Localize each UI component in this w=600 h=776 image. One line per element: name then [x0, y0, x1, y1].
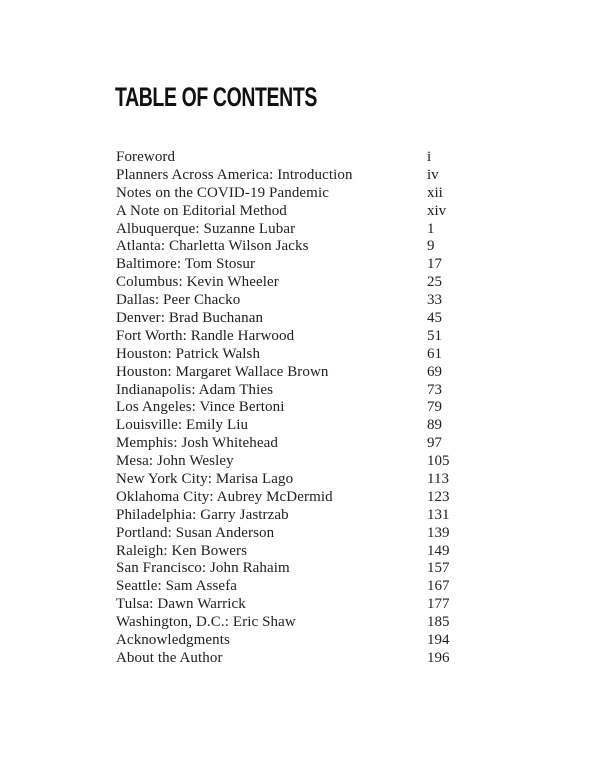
toc-row: [116, 525, 476, 543]
toc-row: [116, 507, 476, 525]
toc-entry-page-number: i: [427, 149, 432, 165]
toc-entry-label: Atlanta: Charletta Wilson Jacks: [116, 238, 309, 255]
toc-entry-label: Memphis: Josh Whitehead: [116, 435, 279, 452]
toc-row: [116, 221, 476, 239]
toc-entry-label: Mesa: John Wesley: [116, 453, 234, 470]
toc-row: [116, 364, 476, 382]
toc-row: [116, 185, 476, 203]
toc-entry-page-number: 149: [427, 542, 450, 559]
toc-row: [116, 614, 476, 632]
toc-entry-page-number: 157: [427, 560, 450, 577]
toc-row: [116, 292, 476, 310]
toc-entry-label: Portland: Susan Anderson: [116, 524, 275, 541]
toc-row: [116, 346, 476, 364]
toc-entry-label: Houston: Margaret Wallace Brown: [116, 363, 329, 380]
toc-entry-page-number: 123: [427, 488, 450, 505]
toc-row: [116, 453, 476, 471]
toc-row: [116, 399, 476, 417]
toc-row: [116, 256, 476, 274]
toc-entry-label: Seattle: Sam Assefa: [116, 578, 238, 595]
toc-entry-label: Denver: Brad Buchanan: [116, 310, 264, 327]
toc-entry-label: Raleigh: Ken Bowers: [116, 542, 248, 559]
toc-entry-page-number: 17: [427, 256, 442, 273]
toc-entry-page-number: 185: [427, 614, 450, 631]
toc-entry-page-number: 97: [427, 435, 442, 452]
toc-entry-label: Fort Worth: Randle Harwood: [116, 327, 295, 344]
toc-entry-page-number: 113: [427, 471, 449, 488]
toc-entry-label: Oklahoma City: Aubrey McDermid: [116, 488, 333, 505]
toc-entry-label: Washington, D.C.: Eric Shaw: [116, 614, 296, 631]
toc-entry-page-number: 73: [427, 381, 442, 398]
toc-entry-label: Dallas: Peer Chacko: [116, 292, 241, 309]
toc-entry-page-number: 45: [427, 310, 442, 327]
toc-entry-page-number: 167: [427, 578, 450, 595]
toc-entry-label: New York City: Marisa Lago: [116, 471, 294, 488]
toc-row: [116, 310, 476, 328]
toc-entry-label: Indianapolis: Adam Thies: [116, 381, 274, 398]
toc-row: [116, 560, 476, 578]
toc-entry-label: Albuquerque: Suzanne Lubar: [116, 220, 296, 237]
toc-row: [116, 274, 476, 292]
toc-row: [116, 650, 476, 668]
toc-entry-label: Foreword: [116, 149, 176, 165]
toc-entry-page-number: 61: [427, 345, 442, 362]
toc-row: [116, 328, 476, 346]
toc-row: [116, 632, 476, 650]
toc-row: [116, 382, 476, 400]
toc-entry-page-number: 194: [427, 632, 450, 649]
toc-row: [116, 167, 476, 185]
toc-list: [116, 149, 476, 668]
page-title: TABLE OF CONTENTS: [115, 82, 317, 112]
toc-entry-page-number: iv: [427, 166, 439, 183]
toc-entry-label: Houston: Patrick Walsh: [116, 345, 261, 362]
toc-entry-label: Philadelphia: Garry Jastrzab: [116, 506, 289, 523]
toc-entry-label: Baltimore: Tom Stosur: [116, 256, 256, 273]
toc-entry-page-number: 69: [427, 363, 442, 380]
toc-row: [116, 543, 476, 561]
toc-entry-label: Louisville: Emily Liu: [116, 417, 249, 434]
toc-entry-page-number: 105: [427, 453, 450, 470]
toc-entry-page-number: xiv: [427, 202, 447, 219]
toc-entry-page-number: 9: [427, 238, 435, 255]
toc-entry-page-number: xii: [427, 184, 443, 201]
toc-entry-label: Tulsa: Dawn Warrick: [116, 596, 246, 613]
toc-row: [116, 238, 476, 256]
toc-row: [116, 203, 476, 221]
toc-entry-label: Columbus: Kevin Wheeler: [116, 274, 279, 291]
toc-entry-page-number: 51: [427, 327, 442, 344]
toc-entry-page-number: 33: [427, 292, 442, 309]
toc-entry-page-number: 139: [427, 524, 450, 541]
toc-row: [116, 149, 476, 167]
toc-entry-label: Planners Across America: Introduction: [116, 166, 353, 183]
toc-entry-page-number: 1: [427, 220, 435, 237]
toc-entry-label: A Note on Editorial Method: [116, 202, 287, 219]
toc-entry-page-number: 79: [427, 399, 442, 416]
toc-row: [116, 435, 476, 453]
toc-entry-page-number: 89: [427, 417, 442, 434]
toc-entry-label: Los Angeles: Vince Bertoni: [116, 399, 285, 416]
toc-entry-label: Notes on the COVID-19 Pandemic: [116, 184, 329, 201]
toc-entry-page-number: 131: [427, 506, 450, 523]
toc-entry-page-number: 25: [427, 274, 442, 291]
toc-entry-label: Acknowledgments: [116, 632, 230, 649]
toc-entry-page-number: 177: [427, 596, 450, 613]
toc-row: [116, 596, 476, 614]
toc-row: [116, 489, 476, 507]
toc-entry-label: About the Author: [116, 649, 223, 666]
toc-row: [116, 578, 476, 596]
toc-entry-page-number: 196: [427, 649, 450, 666]
toc-entry-label: San Francisco: John Rahaim: [116, 560, 290, 577]
toc-row: [116, 417, 476, 435]
toc-row: [116, 471, 476, 489]
